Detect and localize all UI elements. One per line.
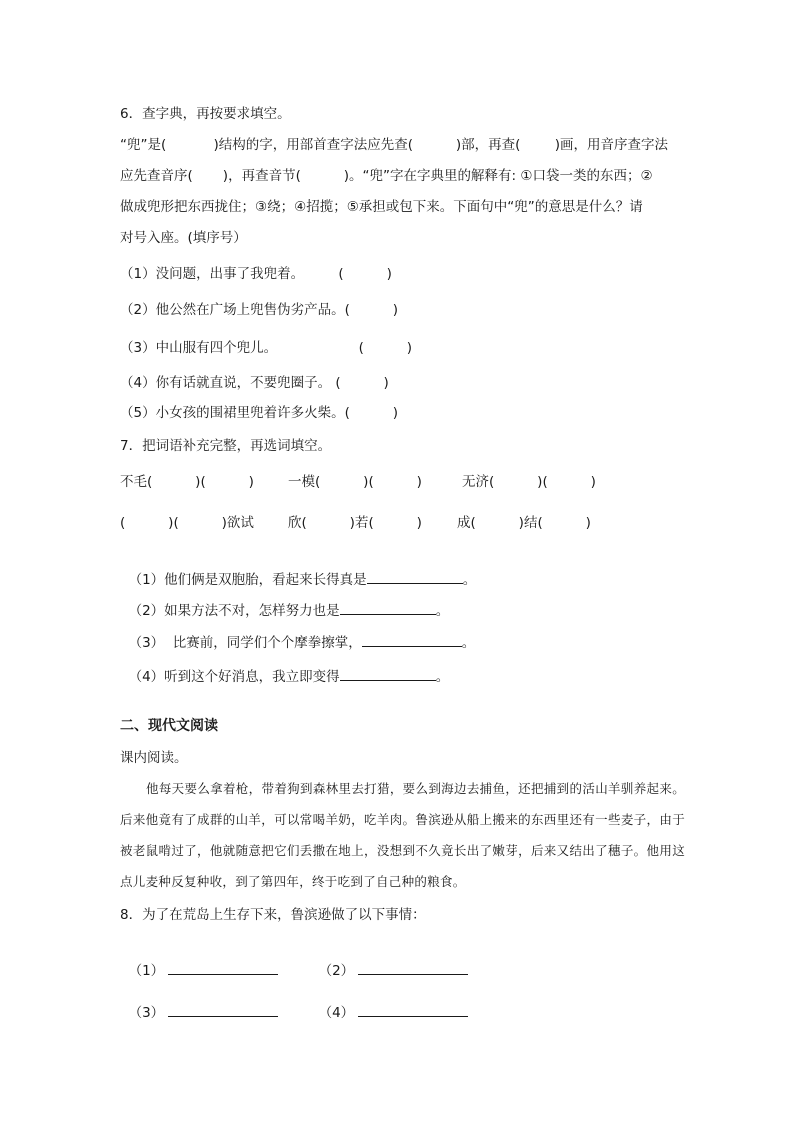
q8-blank-4[interactable] <box>358 1002 468 1017</box>
q7-idiom-1[interactable]: 不毛( )( ) <box>120 474 254 490</box>
q6-item-2[interactable]: （2）他公然在广场上兜售伪劣产品。( ) <box>120 302 399 318</box>
q8-title: 8．为了在荒岛上生存下来，鲁滨逊做了以下事情： <box>120 907 426 923</box>
q7-item-4-text: （4）听到这个好消息，我立即变得 <box>128 669 340 685</box>
q8-answer-row-1b <box>310 940 468 981</box>
q6-item-1[interactable]: （1）没问题，出事了我兜着。 ( ) <box>120 266 392 282</box>
q7-item-4-end: 。 <box>435 669 450 685</box>
section-subheading: 课内阅读。 <box>120 750 188 766</box>
q6-item-4[interactable]: （4）你有话就直说，不要兜圈子。 ( ) <box>120 375 389 391</box>
q7-idiom-6[interactable]: 成( )结( ) <box>457 515 591 531</box>
q8-label-1: （1） <box>128 963 165 979</box>
q7-blank-4[interactable] <box>340 666 436 681</box>
q8-label-2: （2） <box>318 963 355 979</box>
q6-text-line-3: 做成兜形把东西拢住；③绕；④招揽；⑤承担或包下来。下面句中“兜”的意思是什么？请 <box>120 199 643 215</box>
q8-label-4: （4） <box>318 1005 355 1021</box>
q8-blank-2[interactable] <box>358 960 468 975</box>
reading-passage: 他每天要么拿着枪，带着狗到森林里去打猎，要么到海边去捕鱼，还把捕到的活山羊驯养起来。后来他竟有了成群的山羊，可以常喝羊奶，吃羊肉。鲁滨逊从船上搬来的东西里还有一些麦子，由于被老鼠啃过了，他就随意把它们丢撒在地上，没想到不久竟长出了嫩芽，后来又结出了穗子。他用这点儿麦种反复种收，到了第四年，终于吃到了自己种的粮食。 <box>120 781 685 889</box>
q7-idiom-2[interactable]: 一模( )( ) <box>288 474 422 490</box>
q7-idiom-3[interactable]: 无济( )( ) <box>462 474 596 490</box>
q6-text-line-2: 应先查音序( )，再查音节( )。“兜”字在字典里的解释有: ①口袋一类的东西；② <box>120 168 653 184</box>
q8-answer-row-1a <box>120 940 278 981</box>
q7-item-1-end: 。 <box>462 572 477 588</box>
q6-title: 6．查字典，再按要求填空。 <box>120 106 291 122</box>
q6-text-line-4: 对号入座。(填序号） <box>120 230 247 246</box>
q7-item-2-text: （2）如果方法不对，怎样努力也是 <box>128 603 340 619</box>
q7-item-4 <box>120 646 449 687</box>
q6-item-3[interactable]: （3）中山服有四个兜儿。 ( ) <box>120 340 413 356</box>
q8-blank-1[interactable] <box>168 960 278 975</box>
q7-idiom-5[interactable]: 欣( )若( ) <box>288 515 422 531</box>
section-heading: 二、现代文阅读 <box>120 718 218 734</box>
q7-title: 7．把词语补充完整，再选词填空。 <box>120 438 332 454</box>
q8-label-3: （3） <box>128 1005 165 1021</box>
q7-blank-3[interactable] <box>362 632 462 647</box>
q7-idiom-4[interactable]: ( )( )欲试 <box>120 515 254 531</box>
q8-answer-row-2a <box>120 982 278 1023</box>
q6-item-5[interactable]: （5）小女孩的围裙里兜着许多火柴。( ) <box>120 405 399 421</box>
q8-blank-3[interactable] <box>168 1002 278 1017</box>
q6-text-line-1: “兜”是( )结构的字，用部首查字法应先查( )部，再查( )画，用音序查字法 <box>120 137 669 153</box>
q7-item-2-end: 。 <box>435 603 450 619</box>
q7-item-1-text: （1）他们俩是双胞胎，看起来长得真是 <box>128 572 367 588</box>
q7-item-3-text: （3） 比赛前，同学们个个摩拳擦掌， <box>128 635 362 651</box>
q7-item-3-end: 。 <box>461 635 476 651</box>
q8-answer-row-2b <box>310 982 468 1023</box>
